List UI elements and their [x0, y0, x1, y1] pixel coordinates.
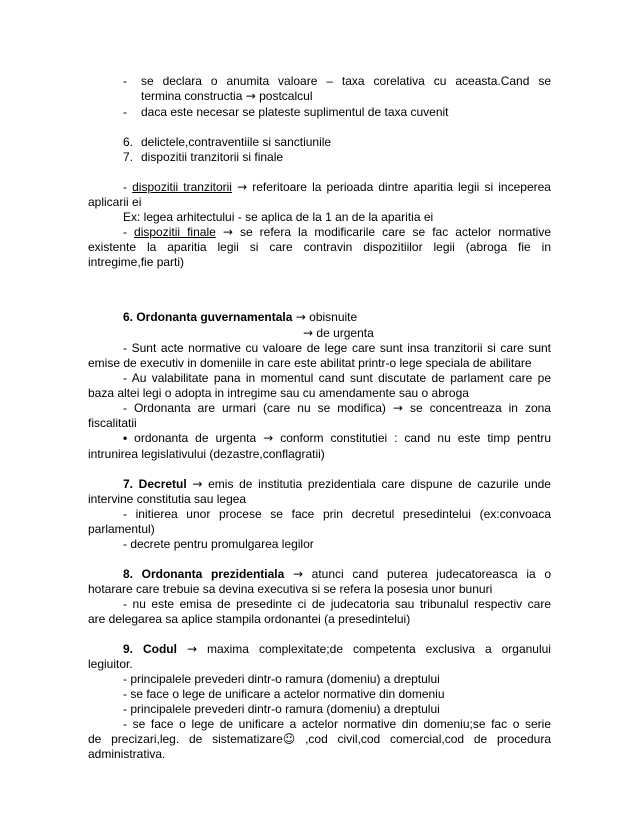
section-heading: 9. Codul [123, 642, 177, 656]
paragraph-line: - se face o lege de unificare a actelor normative din domeniu [123, 687, 445, 701]
paragraph-line: • ordonanta de urgenta → conform constitutiei : cand nu este timp pentru [123, 431, 552, 445]
list-dash: - [123, 74, 127, 88]
paragraph-line: - dispozitii tranzitorii → referitoare la perioada dintre aparitia legii si inceperea [123, 180, 551, 194]
section-heading-line: 6. Ordonanta guvernamentala → obisnuite [123, 310, 358, 324]
paragraph-line: aplicarii ei [88, 195, 142, 209]
paragraph-line: intervine constitutia sau legea [88, 492, 247, 506]
paragraph-line: parlamentul) [88, 522, 155, 536]
paragraph-line: baza altei legi o adopta in intregime sau cu amendamente sau o abroga [88, 386, 469, 400]
section-heading: 6. Ordonanta guvernamentala [123, 310, 293, 324]
paragraph-line: - principalele prevederi dintr-o ramura (domeniu) a dreptului [123, 702, 440, 716]
heading-subitem: → de urgenta [303, 326, 374, 340]
arrow-icon: → [192, 477, 203, 491]
paragraph-line: intrunirea legislativului (dezastre,conflagratii) [88, 447, 325, 461]
arrow-icon: → [237, 180, 248, 194]
section-heading: 8. Ordonanta prezidentiala [123, 567, 285, 581]
list-item-text: delictele,contraventiile si sanctiunile [141, 135, 332, 149]
paragraph-line: hotarare care trebuie sa devina executiva si se refera la posesia unor bunuri [88, 582, 493, 596]
list-item-line: daca este necesar se plateste suplimentul de taxa cuvenit [141, 105, 449, 119]
arrow-icon: → [303, 326, 314, 340]
paragraph-line: are delegarea sa aplice stampila ordonantei (a presedintelui) [88, 612, 411, 626]
paragraph-line: - se face o lege de unificare a actelor normative din domeniu;se fac o serie [123, 717, 551, 731]
arrow-icon: → [392, 401, 403, 415]
arrow-icon: → [295, 310, 306, 324]
paragraph-line: - principalele prevederi dintr-o ramura (domeniu) a dreptului [123, 672, 440, 686]
bullet-icon: • [123, 431, 128, 445]
arrow-icon: → [292, 567, 304, 581]
list-number: 6. [123, 135, 134, 149]
paragraph-line: administrativa. [88, 747, 166, 761]
paragraph-line: - initierea unor procese se face prin decretul presedintelui (ex:convoaca [123, 507, 551, 521]
paragraph-line: existente la aparitia legii si care contravin dispozitiilor legii (abroga fie in [88, 240, 551, 254]
paragraph-line: - Ordonanta are urmari (care nu se modifica) → se concentreaza in zona [123, 401, 551, 415]
section-heading-line: 8. Ordonanta prezidentiala → atunci cand puterea judecatoreasca ia o [123, 567, 551, 581]
list-item-line: termina constructia → postcalcul [141, 89, 313, 103]
paragraph-line: - dispozitii finale → se refera la modificarile care se fac actelor normative [123, 225, 552, 239]
paragraph-line: - decrete pentru promulgarea legilor [123, 537, 314, 551]
section-heading: 7. Decretul [123, 477, 187, 491]
term-dispozitii-tranzitorii: dispozitii tranzitorii [132, 180, 232, 194]
paragraph-line: Ex: legea arhitectului - se aplica de la 1 an de la aparitia ei [123, 210, 434, 224]
paragraph-line: fiscalitatii [88, 416, 137, 430]
arrow-icon: → [222, 225, 233, 239]
list-dash: - [123, 105, 127, 119]
arrow-icon: → [186, 642, 197, 656]
paragraph-line: - nu este emisa de presedinte ci de judecatoria sau tribunalul respectiv care [123, 597, 551, 611]
paragraph-line: intregime,fie parti) [88, 255, 185, 269]
list-number: 7. [123, 150, 134, 164]
list-item-text: dispozitii tranzitorii si finale [141, 150, 284, 164]
paragraph-line: - Sunt acte normative cu valoare de lege care sunt insa tranzitorii si care sunt [123, 341, 551, 355]
paragraph-line: legiuitor. [88, 657, 133, 671]
paragraph-line: emise de executiv in domeniile in care este abilitat printr-o lege speciala de abilitare [88, 356, 532, 370]
arrow-icon: → [245, 89, 256, 103]
paragraph-line: - Au valabilitate pana in momentul cand sunt discutate de parlament care pe [123, 371, 551, 385]
arrow-icon: → [263, 431, 274, 445]
list-item-line: se declara o anumita valoare – taxa corelativa cu aceasta.Cand se [141, 74, 551, 88]
smiley-icon: ☺ [282, 732, 296, 746]
paragraph-line: de precizari,leg. de sistematizare☺ ,cod civil,cod comercial,cod de procedura [88, 732, 551, 746]
term-dispozitii-finale: dispozitii finale [134, 225, 216, 239]
section-heading-line: 9. Codul → maxima complexitate;de competenta exclusiva a organului [123, 642, 551, 656]
section-heading-line: 7. Decretul → emis de institutia prezidentiala care dispune de cazurile unde [123, 477, 551, 491]
